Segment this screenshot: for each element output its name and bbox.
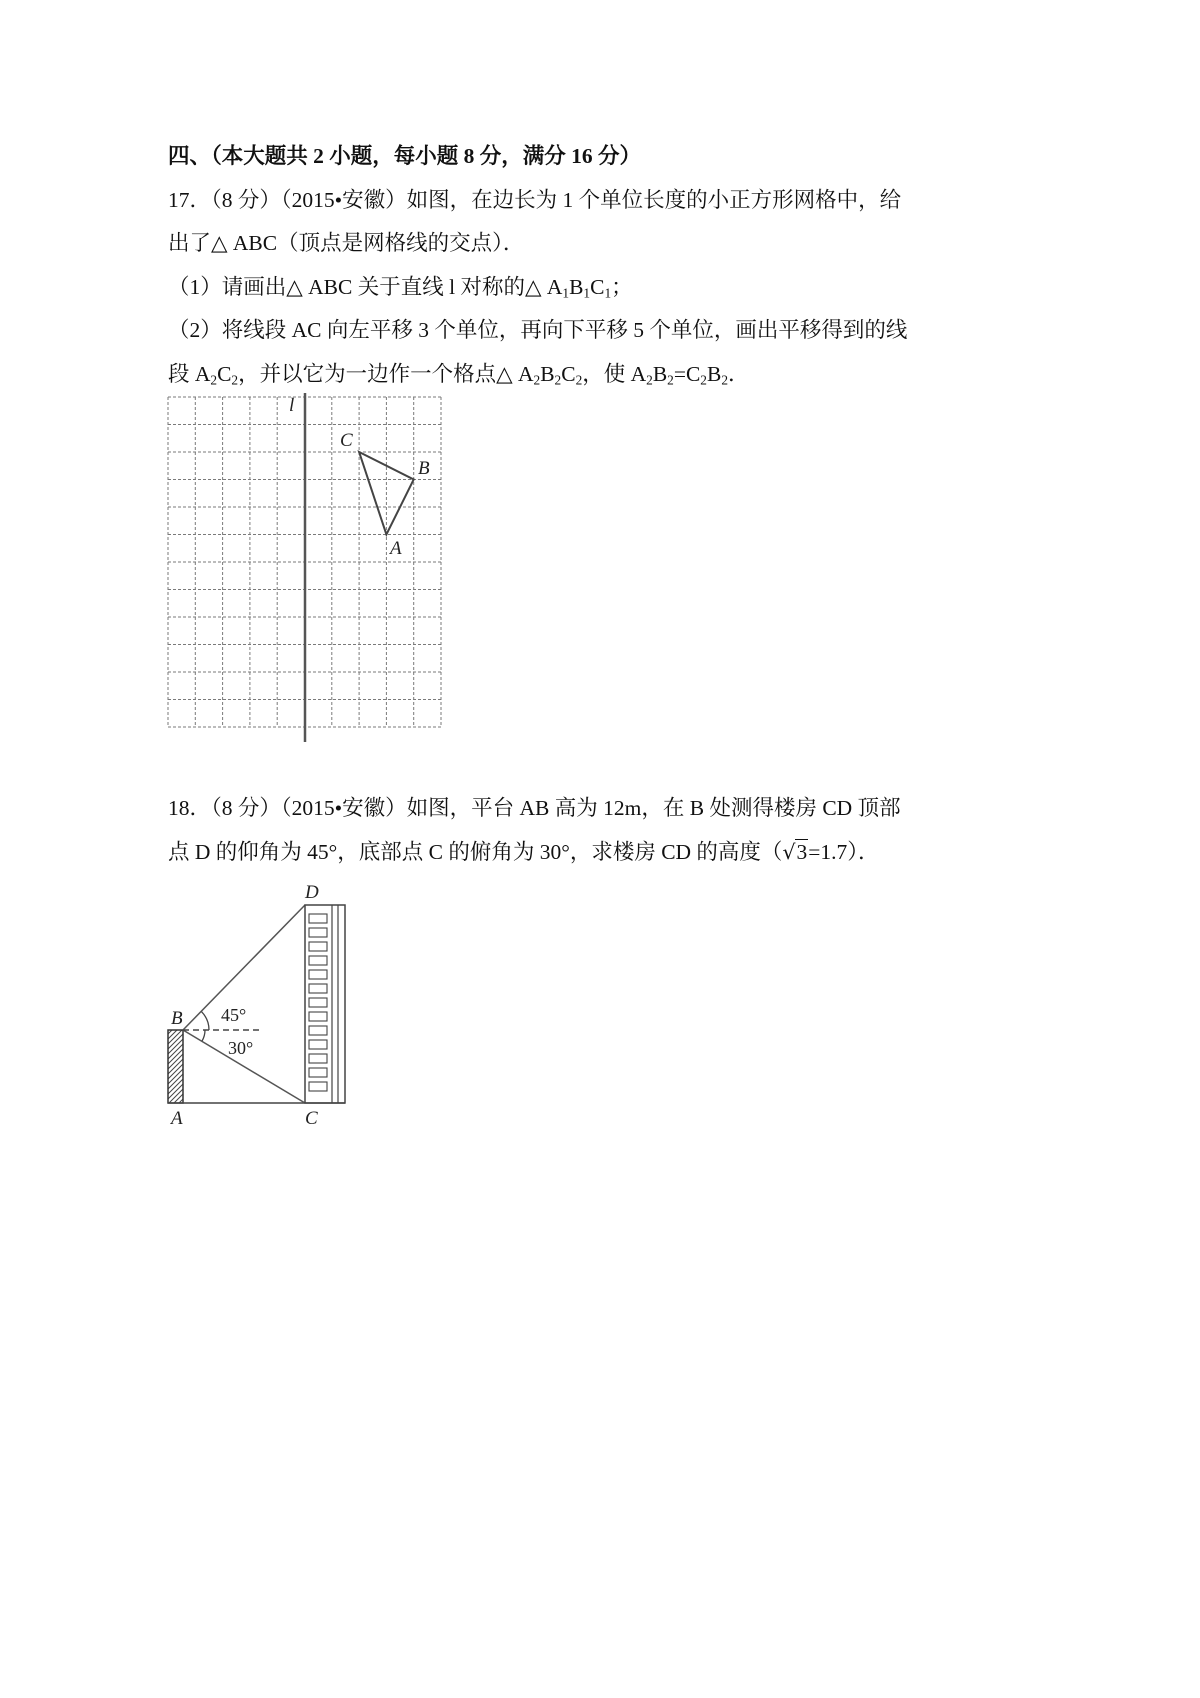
subscript: 2 — [210, 372, 218, 388]
window — [309, 928, 327, 937]
subscript: 2 — [721, 372, 728, 388]
point-b-label: B — [171, 1008, 183, 1029]
q17-part1-text: （1）请画出△ ABC 关于直线 l 对称的△ A — [168, 275, 563, 299]
line-l-label: l — [289, 395, 295, 416]
subscript: 2 — [646, 372, 653, 388]
q17-part2-text: B — [540, 362, 555, 386]
q18-line2-text: 点 D 的仰角为 45°，底部点 C 的俯角为 30°，求楼房 CD 的高度（ — [168, 840, 783, 864]
q17-part2-text: B — [706, 362, 722, 386]
q17-part2-text: B — [652, 362, 668, 386]
window — [309, 1054, 327, 1063]
hatch-line — [168, 1030, 177, 1039]
subscript: 2 — [575, 372, 583, 388]
angle-45-label: 45° — [221, 1005, 247, 1025]
window — [309, 914, 327, 923]
platform-hatching — [168, 1030, 183, 1103]
window — [309, 942, 327, 951]
q17-part2-text: ，使 A — [582, 362, 647, 386]
q17-part2-text: ． — [727, 362, 750, 386]
subscript: 2 — [700, 372, 707, 388]
q17-part2-text: C — [217, 362, 232, 386]
building-figure — [160, 875, 360, 1130]
subscript: 2 — [231, 372, 239, 388]
q17-part1-text: C — [590, 275, 605, 299]
q17-line2: 出了△ ABC（顶点是网格线的交点）． — [168, 231, 525, 255]
window — [309, 956, 327, 965]
window — [309, 984, 327, 993]
window — [309, 970, 327, 979]
sqrt-radicand: 3 — [796, 840, 808, 864]
window — [309, 1026, 327, 1035]
point-c-label: C — [305, 1108, 318, 1129]
subscript: 2 — [667, 372, 674, 388]
q17-part2-line2 — [168, 360, 750, 388]
q17-part1-text: B — [569, 275, 584, 299]
q18-line1: 18．（8 分）（2015•安徽）如图，平台 AB 高为 12m，在 B 处测得楼房 CD 顶部 — [168, 796, 901, 820]
point-b-label: B — [418, 458, 430, 479]
subscript: 1 — [604, 285, 612, 301]
grid-figure — [150, 385, 460, 755]
window — [309, 1012, 327, 1021]
q18-line2 — [168, 838, 879, 866]
q17-part2-text: 段 A — [168, 362, 211, 386]
subscript: 2 — [533, 372, 541, 388]
window — [309, 998, 327, 1007]
q17-part2-text: C — [561, 362, 576, 386]
building-cd — [305, 905, 345, 1103]
window — [309, 1040, 327, 1049]
window — [309, 1082, 327, 1091]
subscript: 1 — [583, 285, 591, 301]
building-windows — [309, 914, 327, 1091]
point-d-label: D — [305, 882, 319, 903]
sqrt-symbol: √ — [782, 840, 796, 864]
angle-arc-30 — [202, 1030, 205, 1041]
q17-part2-line1: （2）将线段 AC 向左平移 3 个单位，再向下平移 5 个单位，画出平移得到的线 — [168, 318, 908, 342]
subscript: 1 — [562, 285, 570, 301]
section-heading: 四、（本大题共 2 小题，每小题 8 分，满分 16 分） — [168, 144, 642, 168]
point-a-label: A — [171, 1108, 183, 1129]
hatch-line — [174, 1094, 183, 1103]
q17-line1: 17．（8 分）（2015•安徽）如图，在边长为 1 个单位长度的小正方形网格中，给 — [168, 188, 902, 212]
q17-part1 — [168, 273, 633, 301]
angle-arc-45 — [201, 1012, 209, 1030]
point-a-label: A — [390, 538, 402, 559]
q17-part1-text: ； — [611, 275, 633, 299]
q17-part2-text: =C — [673, 362, 701, 386]
point-c-label: C — [340, 430, 353, 451]
subscript: 2 — [554, 372, 562, 388]
q18-line2-text: =1.7）． — [808, 840, 880, 864]
q17-part2-text: ，并以它为一边作一个格点△ A — [238, 362, 534, 386]
angle-30-label: 30° — [228, 1038, 254, 1058]
window — [309, 1068, 327, 1077]
